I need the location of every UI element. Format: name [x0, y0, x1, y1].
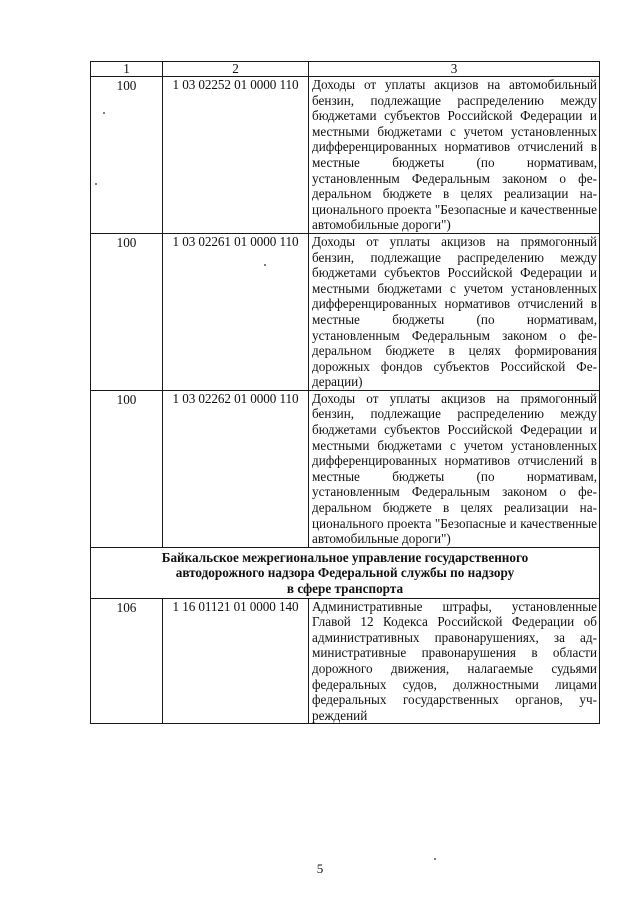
table-row	[91, 233, 600, 390]
section-header-line: в сфере транспорта	[286, 581, 404, 596]
header-col-3: 3	[309, 62, 600, 77]
table-row	[91, 598, 600, 724]
admin-code-cell: 100	[91, 390, 163, 547]
scan-speck	[264, 264, 266, 266]
scan-speck	[103, 112, 105, 114]
table-row	[91, 390, 600, 547]
admin-code-cell: 106	[91, 598, 163, 724]
scan-speck	[95, 183, 97, 185]
header-col-2: 2	[163, 62, 309, 77]
description-cell: Доходы от уплаты акцизов на автомобильный бензин, подлежащие распределению между бюджетами субъектов Российской Федерации и местными бюджетами с учетом установленных дифференцированных нормативов отчислений в местные бюджеты (по нормативам, установленным Федеральным законом о федеральном бюджете в целях реализации национального проекта "Безопасные и качественные автомобильные дороги")	[309, 77, 600, 234]
budget-code-cell: 1 03 02262 01 0000 110	[163, 390, 309, 547]
revenue-codes-table	[90, 61, 600, 724]
description-cell: Доходы от уплаты акцизов на прямогонный бензин, подлежащие распределению между бюджетами субъектов Российской Федерации и местными бюджетами с учетом установленных дифференцированных нормативов отчислений в местные бюджеты (по нормативам, установленным Федеральным законом о федеральном бюджете в целях формирования дорожных фондов субъектов Российской Федерации)	[309, 233, 600, 390]
section-header-cell	[91, 547, 600, 598]
section-header-line: Байкальское межрегиональное управление государственного	[161, 549, 529, 565]
description-cell: Административные штрафы, установленные Главой 12 Кодекса Российской Федерации об административных правонарушениях, за административные правонарушения в области дорожного движения, налагаемые судьями федеральных судов, должностными лицами федеральных государственных органов, учреждений	[309, 598, 600, 724]
section-header-row	[91, 547, 600, 598]
section-header-line: автодорожного надзора Федеральной службы по надзору	[175, 565, 515, 581]
admin-code-cell: 100	[91, 77, 163, 234]
table-header-row	[91, 62, 600, 77]
admin-code-cell: 100	[91, 233, 163, 390]
budget-code-cell: 1 03 02252 01 0000 110	[163, 77, 309, 234]
budget-code-cell: 1 16 01121 01 0000 140	[163, 598, 309, 724]
table-row	[91, 77, 600, 234]
header-col-1: 1	[91, 62, 163, 77]
description-cell: Доходы от уплаты акцизов на прямогонный бензин, подлежащие распределению между бюджетами субъектов Российской Федерации и местными бюджетами с учетом установленных дифференцированных нормативов отчислений в местные бюджеты (по нормативам, установленным Федеральным законом о федеральном бюджете в целях реализации национального проекта "Безопасные и качественные автомобильные дороги")	[309, 390, 600, 547]
scan-speck	[434, 858, 436, 860]
page-number: 5	[316, 861, 324, 876]
budget-code-cell: 1 03 02261 01 0000 110	[163, 233, 309, 390]
